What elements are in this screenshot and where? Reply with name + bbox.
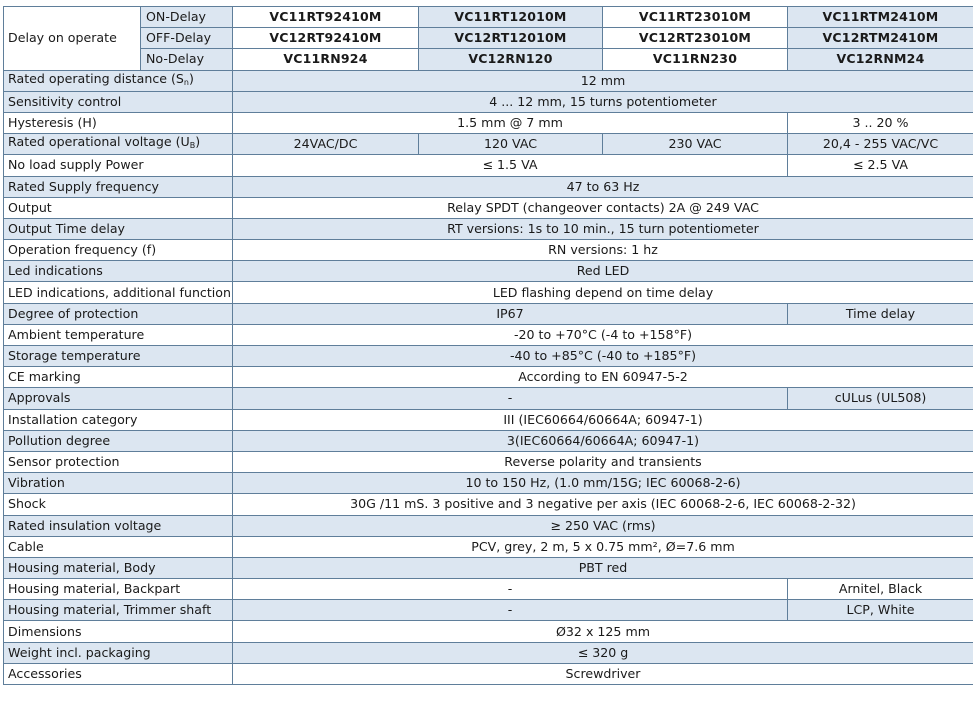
- header-row-on-delay: [4, 7, 973, 28]
- spec-value: ≤ 1.5 VA: [233, 155, 788, 176]
- spec-row: [4, 600, 973, 621]
- spec-value: -40 to +85°C (-40 to +185°F): [233, 346, 973, 367]
- spec-value: -: [233, 600, 788, 621]
- model-cell: VC11RTM2410M: [788, 7, 973, 28]
- spec-value: Time delay: [788, 303, 973, 324]
- spec-label: [4, 134, 233, 155]
- spec-value: According to EN 60947-5-2: [233, 367, 973, 388]
- spec-label-text: Rated operational voltage (U: [8, 134, 190, 149]
- spec-label: Output: [4, 197, 233, 218]
- spec-row: [4, 261, 973, 282]
- spec-label: Cable: [4, 536, 233, 557]
- spec-row: [4, 642, 973, 663]
- spec-value: 24VAC/DC: [233, 134, 419, 155]
- spec-value: 1.5 mm @ 7 mm: [233, 112, 788, 133]
- spec-row: [4, 388, 973, 409]
- spec-label: Sensor protection: [4, 451, 233, 472]
- model-cell: VC11RT23010M: [603, 7, 788, 28]
- spec-label: Pollution degree: [4, 430, 233, 451]
- spec-value: 12 mm: [233, 70, 973, 91]
- header-row-off-delay: [4, 28, 973, 49]
- spec-row: [4, 451, 973, 472]
- spec-row: [4, 303, 973, 324]
- spec-label: Operation frequency (f): [4, 240, 233, 261]
- model-cell: VC12RTM2410M: [788, 28, 973, 49]
- spec-row: [4, 494, 973, 515]
- spec-value: 10 to 150 Hz, (1.0 mm/15G; IEC 60068-2-6): [233, 473, 973, 494]
- spec-row: [4, 218, 973, 239]
- spec-value: -20 to +70°C (-4 to +158°F): [233, 324, 973, 345]
- spec-label: Dimensions: [4, 621, 233, 642]
- off-delay-label: OFF-Delay: [141, 28, 233, 49]
- spec-row: [4, 155, 973, 176]
- model-cell: VC12RN120: [419, 49, 603, 70]
- spec-row: [4, 176, 973, 197]
- spec-value: -: [233, 579, 788, 600]
- spec-value: LCP, White: [788, 600, 973, 621]
- spec-value: 30G /11 mS. 3 positive and 3 negative per axis (IEC 60068-2-6, IEC 60068-2-32): [233, 494, 973, 515]
- spec-value: RT versions: 1s to 10 min., 15 turn potentiometer: [233, 218, 973, 239]
- spec-value: Ø32 x 125 mm: [233, 621, 973, 642]
- spec-label: Output Time delay: [4, 218, 233, 239]
- on-delay-label: ON-Delay: [141, 7, 233, 28]
- spec-row: [4, 430, 973, 451]
- no-delay-label: No-Delay: [141, 49, 233, 70]
- model-cell: VC11RN924: [233, 49, 419, 70]
- model-cell: VC11RN230: [603, 49, 788, 70]
- spec-label: Housing material, Trimmer shaft: [4, 600, 233, 621]
- delay-group-label: Delay on operate: [4, 7, 141, 71]
- spec-row: [4, 134, 973, 155]
- spec-value: -: [233, 388, 788, 409]
- spec-row: [4, 324, 973, 345]
- spec-value: 4 ... 12 mm, 15 turns potentiometer: [233, 91, 973, 112]
- spec-row: [4, 536, 973, 557]
- spec-label-sub: B: [190, 141, 196, 150]
- spec-value: Screwdriver: [233, 663, 973, 684]
- spec-label-end: ): [195, 134, 200, 149]
- spec-label: Accessories: [4, 663, 233, 684]
- spec-row: [4, 557, 973, 578]
- spec-label: Approvals: [4, 388, 233, 409]
- spec-row: [4, 91, 973, 112]
- spec-value: ≥ 250 VAC (rms): [233, 515, 973, 536]
- spec-value: Reverse polarity and transients: [233, 451, 973, 472]
- spec-label-sub: n: [184, 78, 189, 87]
- spec-label: CE marking: [4, 367, 233, 388]
- spec-value: LED flashing depend on time delay: [233, 282, 973, 303]
- spec-value: IP67: [233, 303, 788, 324]
- spec-value: cULus (UL508): [788, 388, 973, 409]
- spec-label: [4, 70, 233, 91]
- spec-label-end: ): [189, 71, 194, 86]
- spec-value: 230 VAC: [603, 134, 788, 155]
- spec-label: Sensitivity control: [4, 91, 233, 112]
- spec-value: Relay SPDT (changeover contacts) 2A @ 249 VAC: [233, 197, 973, 218]
- spec-value: RN versions: 1 hz: [233, 240, 973, 261]
- spec-label: Rated insulation voltage: [4, 515, 233, 536]
- spec-label: Storage temperature: [4, 346, 233, 367]
- spec-value: PBT red: [233, 557, 973, 578]
- model-cell: VC12RNM24: [788, 49, 973, 70]
- spec-label: No load supply Power: [4, 155, 233, 176]
- spec-value: 3 .. 20 %: [788, 112, 973, 133]
- spec-label: Ambient temperature: [4, 324, 233, 345]
- spec-row: [4, 240, 973, 261]
- spec-row: [4, 663, 973, 684]
- spec-value: Red LED: [233, 261, 973, 282]
- spec-row: [4, 515, 973, 536]
- spec-value: 47 to 63 Hz: [233, 176, 973, 197]
- spec-row: [4, 409, 973, 430]
- spec-label: Vibration: [4, 473, 233, 494]
- spec-row: [4, 70, 973, 91]
- spec-row: [4, 346, 973, 367]
- spec-row: [4, 621, 973, 642]
- spec-row: [4, 367, 973, 388]
- spec-label: LED indications, additional function: [4, 282, 233, 303]
- spec-label: Rated Supply frequency: [4, 176, 233, 197]
- spec-label: Weight incl. packaging: [4, 642, 233, 663]
- spec-table: [3, 6, 973, 685]
- spec-value: PCV, grey, 2 m, 5 x 0.75 mm², Ø=7.6 mm: [233, 536, 973, 557]
- spec-value: ≤ 320 g: [233, 642, 973, 663]
- spec-row: [4, 282, 973, 303]
- spec-label: Shock: [4, 494, 233, 515]
- spec-label: Housing material, Backpart: [4, 579, 233, 600]
- spec-label: Degree of protection: [4, 303, 233, 324]
- spec-value: Arnitel, Black: [788, 579, 973, 600]
- spec-value: 3(IEC60664/60664A; 60947-1): [233, 430, 973, 451]
- spec-label-text: Rated operating distance (S: [8, 71, 184, 86]
- spec-value: 120 VAC: [419, 134, 603, 155]
- model-cell: VC11RT12010M: [419, 7, 603, 28]
- model-cell: VC12RT12010M: [419, 28, 603, 49]
- spec-value: III (IEC60664/60664A; 60947-1): [233, 409, 973, 430]
- model-cell: VC11RT92410M: [233, 7, 419, 28]
- spec-value: 20,4 - 255 VAC/VC: [788, 134, 973, 155]
- spec-label: Hysteresis (H): [4, 112, 233, 133]
- spec-label: Installation category: [4, 409, 233, 430]
- spec-row: [4, 473, 973, 494]
- spec-value: ≤ 2.5 VA: [788, 155, 973, 176]
- spec-row: [4, 197, 973, 218]
- spec-row: [4, 579, 973, 600]
- model-cell: VC12RT92410M: [233, 28, 419, 49]
- spec-label: Housing material, Body: [4, 557, 233, 578]
- spec-row: [4, 112, 973, 133]
- spec-label: Led indications: [4, 261, 233, 282]
- header-row-no-delay: [4, 49, 973, 70]
- model-cell: VC12RT23010M: [603, 28, 788, 49]
